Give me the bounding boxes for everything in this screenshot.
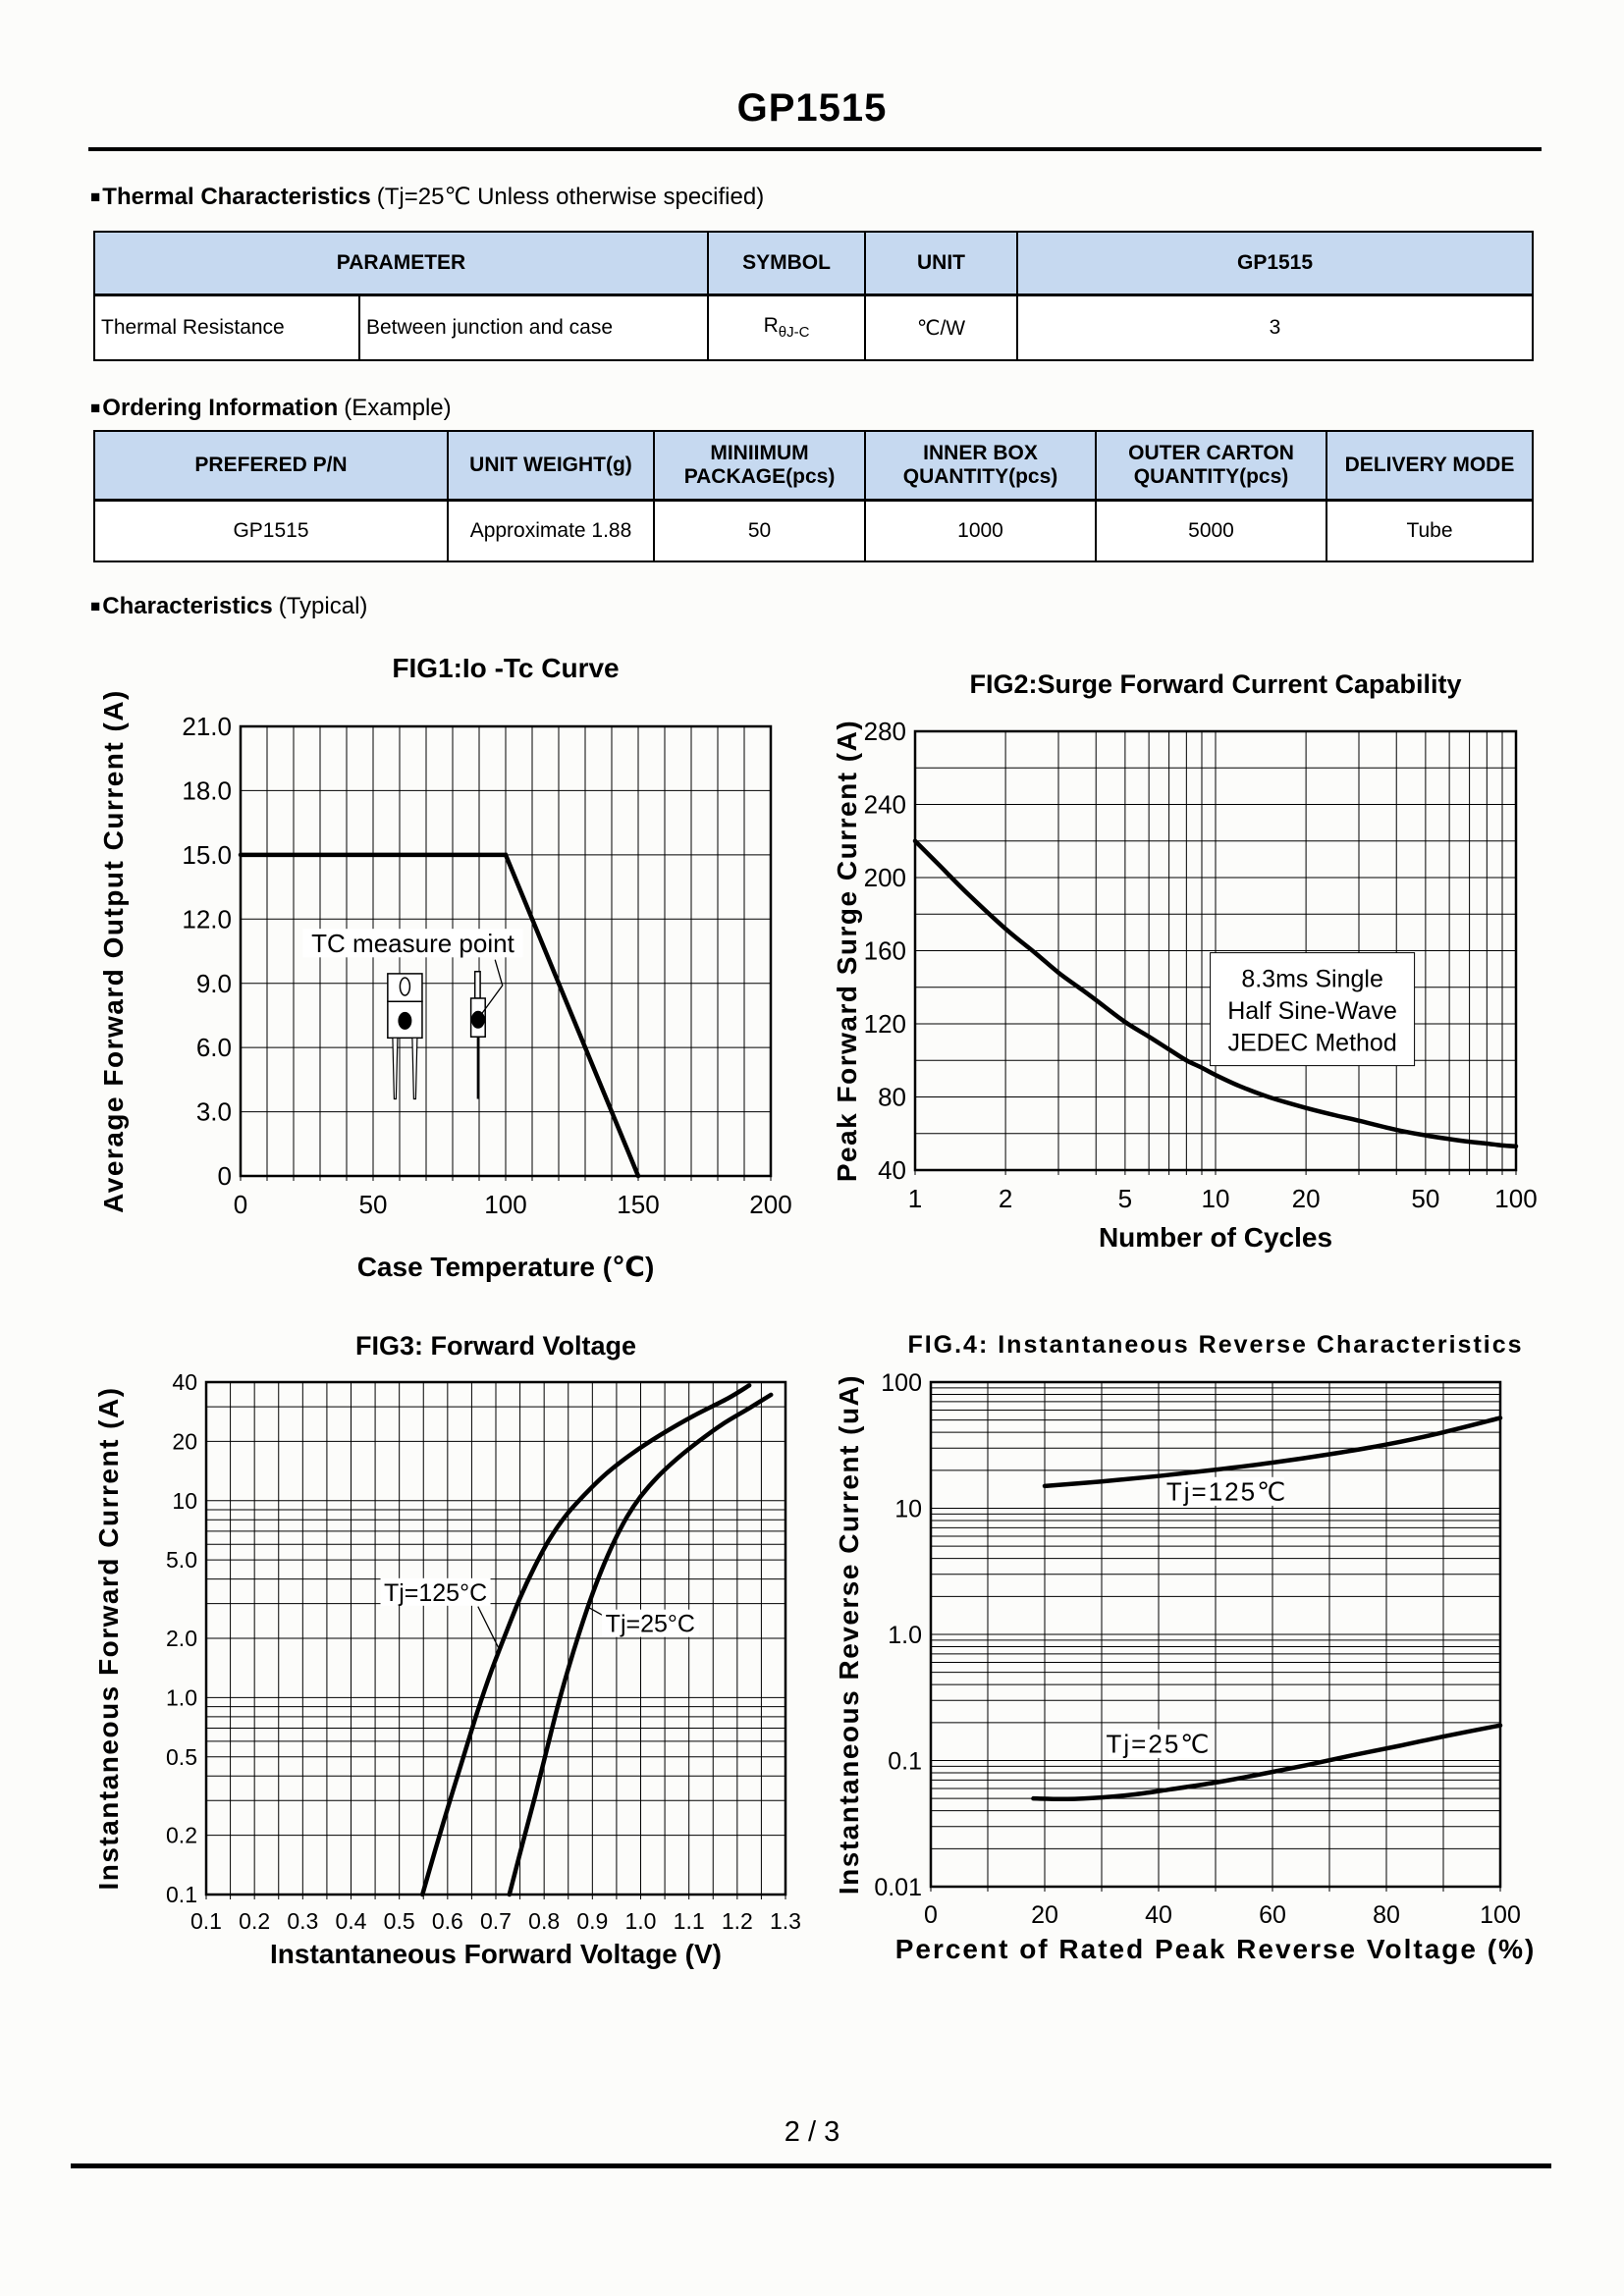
thermal-header-parameter: PARAMETER [94, 232, 708, 295]
ordering-section-heading [90, 395, 452, 422]
ordering-section-note: (Example) [344, 395, 452, 421]
fig3-y-tick-label: 0.1 [166, 1882, 197, 1908]
fig2-y-tick-label: 80 [878, 1082, 906, 1112]
cell-parameter: Thermal Resistance [94, 295, 359, 361]
fig2-x-tick-label: 10 [1201, 1184, 1230, 1213]
cell-value: 3 [1017, 295, 1533, 361]
characteristics-section-heading [90, 593, 367, 620]
fig2-y-tick-label: 280 [863, 717, 906, 747]
fig2-x-tick-label: 2 [998, 1184, 1013, 1213]
thermal-header-part: GP1515 [1017, 232, 1533, 295]
fig3-y-tick-label: 20 [172, 1428, 197, 1455]
fig1-y-tick-label: 18.0 [182, 775, 232, 806]
thermal-section-title: Thermal Characteristics [102, 184, 371, 210]
fig2-annotation: JEDEC Method [1227, 1029, 1397, 1057]
thermal-table [93, 231, 1534, 361]
fig3-x-tick-label: 0.9 [576, 1908, 609, 1934]
fig2-x-tick-label: 1 [907, 1184, 923, 1213]
fig3-svg [83, 1313, 849, 2001]
thermal-table-row [94, 295, 1533, 361]
fig3-x-tick-label: 0.4 [335, 1908, 367, 1934]
fig4-x-tick-label: 40 [1145, 1901, 1172, 1929]
fig3-x-tick-label: 0.8 [528, 1908, 561, 1934]
fig2-annotation: Half Sine-Wave [1227, 996, 1397, 1025]
title-divider [88, 147, 1542, 151]
fig2-svg [832, 636, 1572, 1323]
fig4-x-tick-label: 100 [1480, 1901, 1521, 1929]
fig3-y-tick-label: 5.0 [166, 1547, 197, 1574]
fig2-x-axis-title: Number of Cycles [1098, 1222, 1333, 1253]
fig3-y-tick-label: 2.0 [166, 1626, 197, 1652]
fig4-x-axis-title: Percent of Rated Peak Reverse Voltage (%) [894, 1934, 1537, 1964]
page-title: GP1515 [736, 86, 888, 130]
fig3-x-tick-label: 0.7 [480, 1908, 512, 1934]
fig1-x-tick-label: 50 [358, 1190, 388, 1219]
fig4-x-tick-label: 0 [924, 1901, 938, 1929]
fig4-y-tick-label: 10 [894, 1495, 922, 1523]
fig3-y-tick-label: 1.0 [166, 1684, 197, 1711]
fig2-y-axis-title: Peak Forward Surge Current (A) [832, 719, 862, 1183]
fig4-svg [834, 1313, 1598, 2001]
thermal-section-heading [90, 183, 764, 211]
fig3-x-tick-label: 0.1 [190, 1908, 222, 1934]
square-bullet-icon: ■ [90, 399, 101, 417]
fig4-chart [834, 1313, 1598, 2001]
fig1-svg [83, 636, 849, 1323]
fig1-y-tick-label: 3.0 [195, 1096, 232, 1127]
fig1-annotation: TC measure point [311, 929, 514, 959]
fig4-annotation: Tj=125℃ [1165, 1476, 1288, 1507]
fig4-x-tick-label: 20 [1031, 1901, 1058, 1929]
square-bullet-icon: ■ [90, 597, 101, 615]
fig3-y-axis-title: Instantaneous Forward Current (A) [93, 1386, 124, 1891]
fig4-figure-title: FIG.4: Instantaneous Reverse Characteristics [907, 1331, 1524, 1359]
fig2-y-tick-label: 160 [863, 935, 906, 966]
ordering-table-header-row [94, 431, 1533, 501]
cell-carton: 5000 [1096, 501, 1326, 562]
fig1-y-axis-title: Average Forward Output Current (A) [98, 689, 129, 1213]
fig1-y-tick-label: 0 [217, 1161, 232, 1192]
fig2-chart [832, 636, 1572, 1323]
fig1-curve-io_tc [241, 855, 638, 1176]
fig1-y-tick-label: 21.0 [182, 712, 232, 742]
fig3-chart [83, 1313, 849, 2001]
fig2-annotation: 8.3ms Single [1241, 965, 1383, 993]
fig2-x-tick-label: 50 [1411, 1184, 1440, 1213]
fig3-x-tick-label: 1.2 [721, 1908, 753, 1934]
cell-condition: Between junction and case [359, 295, 708, 361]
fig2-y-tick-label: 200 [863, 863, 906, 893]
fig3-figure-title: FIG3: Forward Voltage [354, 1331, 637, 1361]
ordering-table-row [94, 501, 1533, 562]
cell-symbol [708, 295, 865, 361]
fig1-x-tick-label: 150 [617, 1190, 660, 1219]
fig2-figure-title: FIG2:Surge Forward Current Capability [969, 669, 1462, 699]
ordering-header-innerbox: INNER BOX QUANTITY(pcs) [865, 431, 1096, 501]
fig3-annotation: Tj=25°C [605, 1610, 695, 1638]
characteristics-section-note: (Typical) [278, 593, 368, 619]
thermal-table-header-row [94, 232, 1533, 295]
fig3-x-tick-label: 0.5 [383, 1908, 415, 1934]
cell-weight: Approximate 1.88 [448, 501, 654, 562]
fig3-x-tick-label: 0.6 [431, 1908, 463, 1934]
fig4-annotation: Tj=25℃ [1106, 1729, 1212, 1759]
fig4-y-tick-label: 1.0 [888, 1621, 922, 1649]
page-number: 2 / 3 [784, 2116, 840, 2148]
cell-delivery: Tube [1326, 501, 1533, 562]
fig3-x-tick-label: 0.2 [239, 1908, 271, 1934]
characteristics-section-title: Characteristics [102, 593, 273, 619]
ordering-header-carton: OUTER CARTON QUANTITY(pcs) [1096, 431, 1326, 501]
square-bullet-icon: ■ [90, 187, 101, 206]
fig3-x-tick-label: 1.1 [673, 1908, 705, 1934]
fig1-y-tick-label: 6.0 [195, 1033, 232, 1063]
fig3-x-tick-label: 1.3 [770, 1908, 801, 1934]
fig1-y-tick-label: 12.0 [182, 904, 232, 934]
fig3-x-tick-label: 0.3 [287, 1908, 319, 1934]
fig3-y-tick-label: 0.5 [166, 1743, 197, 1770]
fig1-x-axis-title: Case Temperature (℃) [356, 1252, 655, 1282]
mounting-hole-icon [400, 978, 409, 995]
fig1-figure-title: FIG1:Io -Tc Curve [392, 653, 620, 683]
fig3-y-tick-label: 10 [172, 1487, 197, 1514]
cell-pn: GP1515 [94, 501, 448, 562]
symbol-main: R [763, 314, 779, 338]
fig1-x-tick-label: 200 [749, 1190, 792, 1219]
thermal-section-note: (Tj=25℃ Unless otherwise specified) [376, 184, 765, 210]
fig3-x-axis-title: Instantaneous Forward Voltage (V) [270, 1939, 722, 1969]
fig4-x-tick-label: 80 [1373, 1901, 1400, 1929]
fig1-chart [83, 636, 849, 1323]
fig2-x-tick-label: 5 [1117, 1184, 1133, 1213]
fig1-x-tick-label: 0 [233, 1190, 248, 1219]
fig3-y-tick-label: 0.2 [166, 1822, 197, 1848]
footer-divider [71, 2163, 1551, 2168]
tc-measure-dot-icon [398, 1012, 411, 1030]
fig3-y-tick-label: 40 [172, 1369, 197, 1396]
package-lead [412, 1038, 417, 1098]
thermal-header-unit: UNIT [865, 232, 1017, 295]
fig4-x-tick-label: 60 [1259, 1901, 1286, 1929]
fig2-x-tick-label: 100 [1494, 1184, 1538, 1213]
fig4-y-tick-label: 0.1 [888, 1747, 922, 1776]
fig4-y-axis-title: Instantaneous Reverse Current (uA) [834, 1373, 864, 1896]
symbol-subscript: θJ-C [778, 324, 810, 342]
ordering-header-package: MINIIMUM PACKAGE(pcs) [654, 431, 865, 501]
to220-package-drawing [475, 972, 480, 998]
fig2-y-tick-label: 240 [863, 789, 906, 820]
fig1-y-tick-label: 15.0 [182, 839, 232, 870]
cell-innerbox: 1000 [865, 501, 1096, 562]
fig1-y-tick-label: 9.0 [195, 968, 232, 998]
fig1-x-tick-label: 100 [484, 1190, 527, 1219]
ordering-section-title: Ordering Information [102, 395, 339, 421]
thermal-header-symbol: SYMBOL [708, 232, 865, 295]
fig2-y-tick-label: 120 [863, 1009, 906, 1040]
ordering-header-delivery: DELIVERY MODE [1326, 431, 1533, 501]
cell-unit: ℃/W [865, 295, 1017, 361]
ordering-header-pn: PREFERED P/N [94, 431, 448, 501]
tc-measure-dot-icon [471, 1011, 485, 1029]
ordering-header-weight: UNIT WEIGHT(g) [448, 431, 654, 501]
package-lead [393, 1038, 398, 1098]
ordering-table [93, 430, 1534, 562]
fig3-annotation: Tj=125°C [383, 1578, 488, 1607]
fig4-y-tick-label: 100 [881, 1368, 922, 1397]
fig2-y-tick-label: 40 [878, 1155, 906, 1186]
fig4-y-tick-label: 0.01 [874, 1873, 922, 1901]
fig2-x-tick-label: 20 [1291, 1184, 1321, 1213]
fig3-x-tick-label: 1.0 [624, 1908, 657, 1934]
cell-package: 50 [654, 501, 865, 562]
